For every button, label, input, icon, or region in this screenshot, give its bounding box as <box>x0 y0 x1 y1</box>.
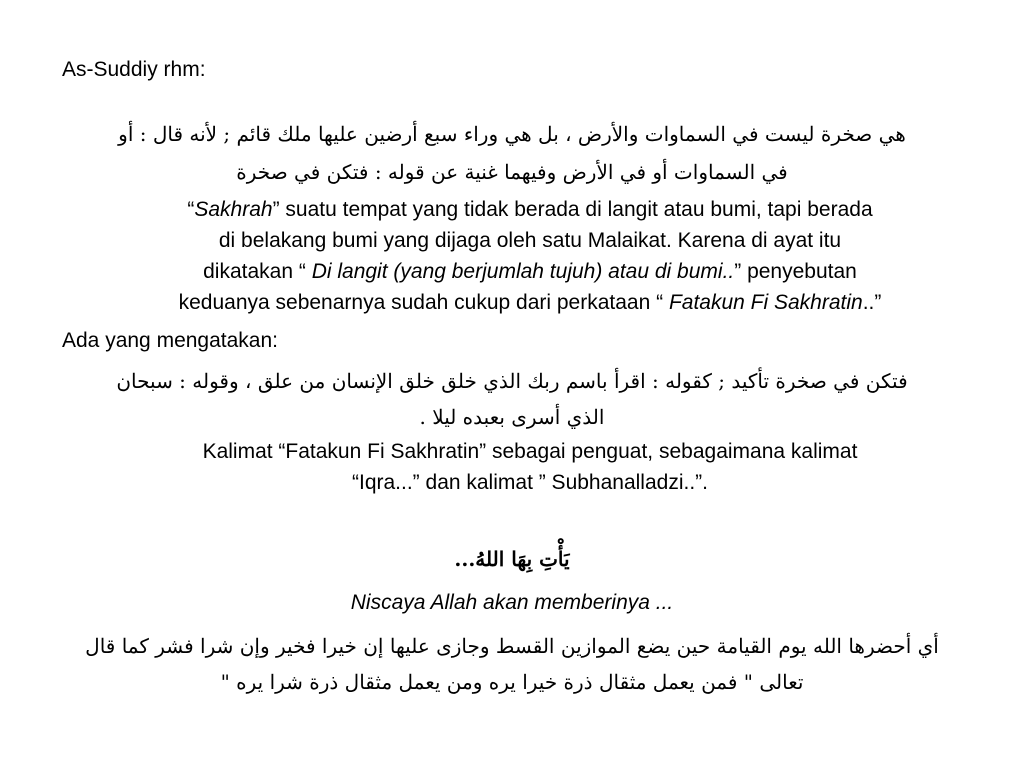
term-sakhrah: Sakhrah <box>194 198 273 221</box>
subheading: Ada yang mengatakan: <box>62 329 278 352</box>
arabic-quote-1-line-1: هي صخرة ليست في السماوات والأرض ، بل هي وراء سبع أرضين عليها ملك قائم ; لأنه قال : أو <box>118 122 906 146</box>
translation-1-line-3: dikatakan “ Di langit (yang berjumlah tujuh) atau di bumi..” penyebutan <box>203 260 857 283</box>
translation-1-line-4: keduanya sebenarnya sudah cukup dari perkataan “ Fatakun Fi Sakhratin..” <box>178 291 882 314</box>
heading: As-Suddiy rhm: <box>62 58 206 81</box>
arabic-quote-3-line-1: أي أحضرها الله يوم القيامة حين يضع الموازين القسط وجازى عليها إن خيرا فخير وإن شرا فشر كما قال <box>85 634 939 658</box>
translation-1-line-2: di belakang bumi yang dijaga oleh satu Malaikat. Karena di ayat itu <box>218 229 842 252</box>
quote-di-langit: Di langit (yang berjumlah tujuh) atau di bumi.. <box>311 260 735 283</box>
translation-1-line-1: “Sakhrah” suatu tempat yang tidak berada di langit atau bumi, tapi berada <box>187 198 873 221</box>
arabic-quote-3-line-2: تعالى " فمن يعمل مثقال ذرة خيرا يره ومن يعمل مثقال ذرة شرا يره " <box>220 670 804 694</box>
arabic-quote-2-line-2: الذي أسرى بعبده ليلا . <box>419 405 605 429</box>
translation-2-line-1: Kalimat “Fatakun Fi Sakhratin” sebagai penguat, sebagaimana kalimat <box>202 440 858 463</box>
verse-arabic: يَأْتِ بِهَا اللهُ... <box>454 547 570 571</box>
verse-translation: Niscaya Allah akan memberinya ... <box>350 591 674 614</box>
translation-2-line-2: “Iqra...” dan kalimat ” Subhanalladzi..”. <box>352 471 708 494</box>
quote-fatakun: Fatakun Fi Sakhratin <box>668 291 863 314</box>
arabic-quote-2-line-1: فتكن في صخرة تأكيد ; كقوله : اقرأ باسم ربك الذي خلق خلق الإنسان من علق ، وقوله : سبحان <box>116 369 908 393</box>
arabic-quote-1-line-2: في السماوات أو في الأرض وفيهما غنية عن قوله : فتكن في صخرة <box>236 160 788 184</box>
